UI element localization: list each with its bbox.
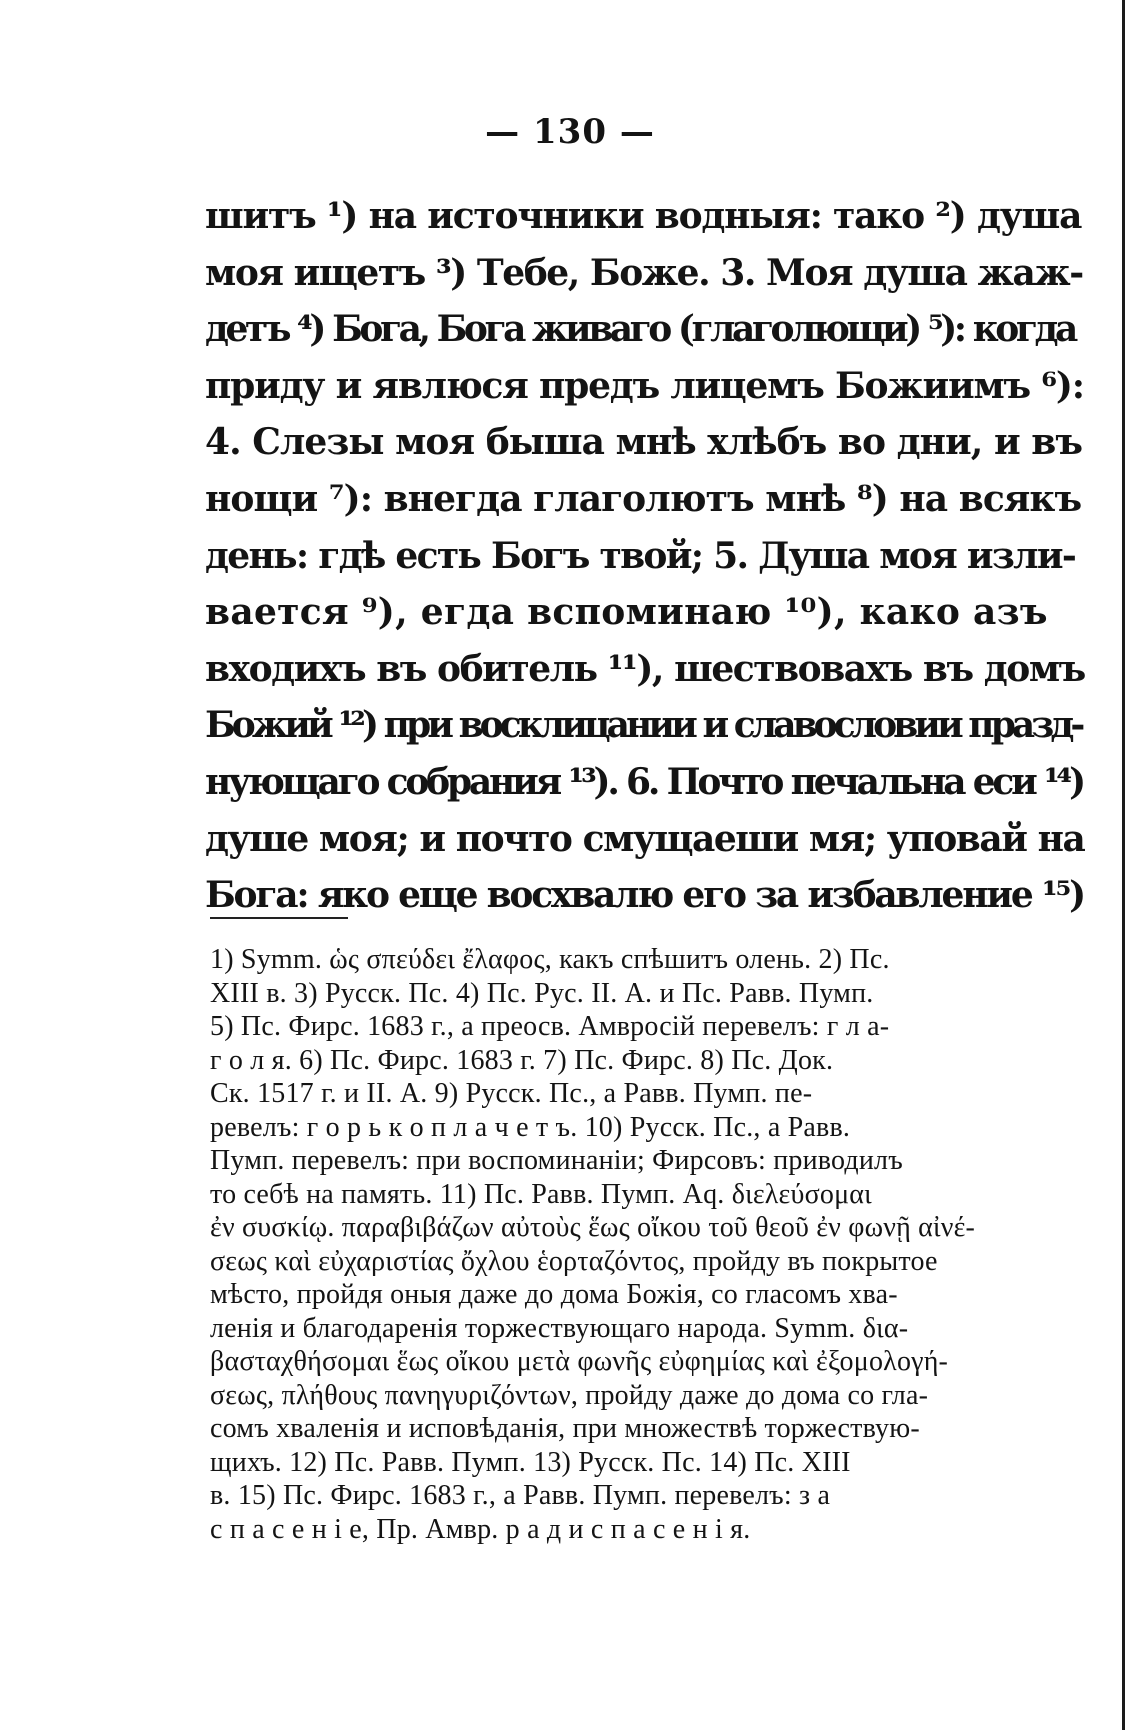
main-text-line: день: гдѣ есть Богъ твой; 5. Душа моя изли-	[205, 534, 1076, 577]
main-text-line: вается ⁹), егда вспоминаю ¹⁰), како азъ	[205, 591, 1048, 634]
footnote-line: в. 15) Пс. Фирс. 1683 г., а Равв. Пумп. перевелъ: з а	[210, 1480, 831, 1511]
footnote-line: Пумп. перевелъ: при воспоминаніи; Фирсовъ: приводилъ	[210, 1145, 903, 1176]
footnote-line: то себѣ на память. 11) Пс. Равв. Пумп. Aq. διελεύσομαι	[210, 1178, 872, 1210]
main-text-line: моя ищетъ ³) Тебе, Боже. 3. Моя душа жаж-	[205, 251, 1083, 294]
footnote-line: ревелъ: г о р ь к о п л а ч е т ъ. 10) Русск. Пс., а Равв.	[210, 1111, 851, 1143]
footnotes-block	[210, 943, 1090, 1546]
main-text-block	[205, 188, 1085, 924]
footnote-line: г о л я. 6) Пс. Фирс. 1683 г. 7) Пс. Фирс. 8) Пс. Док.	[210, 1044, 834, 1076]
footnote-separator	[210, 917, 348, 919]
page-edge-rule	[1122, 0, 1125, 1730]
footnote-line: σεως καὶ εὐχαριστίας ὄχλου ἑορταζόντος, пройду въ покрытое	[210, 1245, 938, 1277]
main-text-line: Бога: яко еще восхвалю его за избавление ¹⁵)	[205, 874, 1084, 917]
page-number: — 130 —	[485, 112, 655, 152]
footnote-line: мѣсто, пройдя оныя даже до дома Божія, со гласомъ хва-	[210, 1279, 898, 1310]
footnote-line: с п а с е н і е, Пр. Амвр. р а д и с п а с е н і я.	[210, 1513, 751, 1545]
main-text-line: шитъ ¹) на источники водныя: тако ²) душа	[205, 195, 1082, 237]
footnote-line: 1) Symm. ὡς σπεύδει ἔλαφος, какъ спѣшитъ олень. 2) Пс.	[210, 944, 890, 975]
main-text-line: нощи ⁷): внегда глаголютъ мнѣ ⁸) на всякъ	[205, 477, 1082, 520]
footnote-line: щихъ. 12) Пс. Равв. Пумп. 13) Русск. Пс. 14) Пс. XIII	[210, 1446, 851, 1478]
main-text-line: нующаго собрания ¹³). 6. Почто печальна еси ¹⁴)	[205, 760, 1083, 803]
footnote-line: Ск. 1517 г. и II. А. 9) Русск. Пс., а Равв. Пумп. пе-	[210, 1078, 813, 1109]
footnote-line: 5) Пс. Фирс. 1683 г., а преосв. Амвросій перевелъ: г л а-	[210, 1011, 890, 1042]
footnote-line: βασταχθήσομαι ἕως οἴκου μετὰ φωνῆς εὐφημίας καὶ ἐξομολογή-	[210, 1346, 949, 1377]
main-text-line: приду и явлюся предъ лицемъ Божиимъ ⁶):	[205, 364, 1084, 407]
footnote-line: XIII в. 3) Русск. Пс. 4) Пс. Рус. II. А. и Пс. Равв. Пумп.	[210, 977, 874, 1009]
main-text-line: Божий ¹²) при восклицании и славословии празд-	[205, 704, 1082, 747]
footnote-line: сомъ хваленія и исповѣданія, при множествѣ торжествую-	[210, 1413, 920, 1444]
main-text-line: детъ ⁴) Бога, Бога живаго (глаголющи) ⁵): когда	[205, 308, 1075, 351]
main-text-line: 4. Слезы моя быша мнѣ хлѣбъ во дни, и въ	[205, 421, 1083, 464]
main-text-line: душе моя; и почто смущаеши мя; уповай на	[205, 817, 1085, 860]
main-text-line: входихъ въ обитель ¹¹), шествовахъ въ домъ	[205, 647, 1085, 690]
footnote-line: σεως, πλήθους πανηγυριζόντων, пройду даже до дома со гла-	[210, 1379, 929, 1411]
footnote-line: ленія и благодаренія торжествующаго народа. Symm. δια-	[210, 1312, 909, 1344]
footnote-line: ἐν συσκίῳ. παραβιβάζων αὐτοὺς ἕως οἴκου τοῦ θεοῦ ἐν φωνῇ αἰνέ-	[210, 1212, 976, 1243]
